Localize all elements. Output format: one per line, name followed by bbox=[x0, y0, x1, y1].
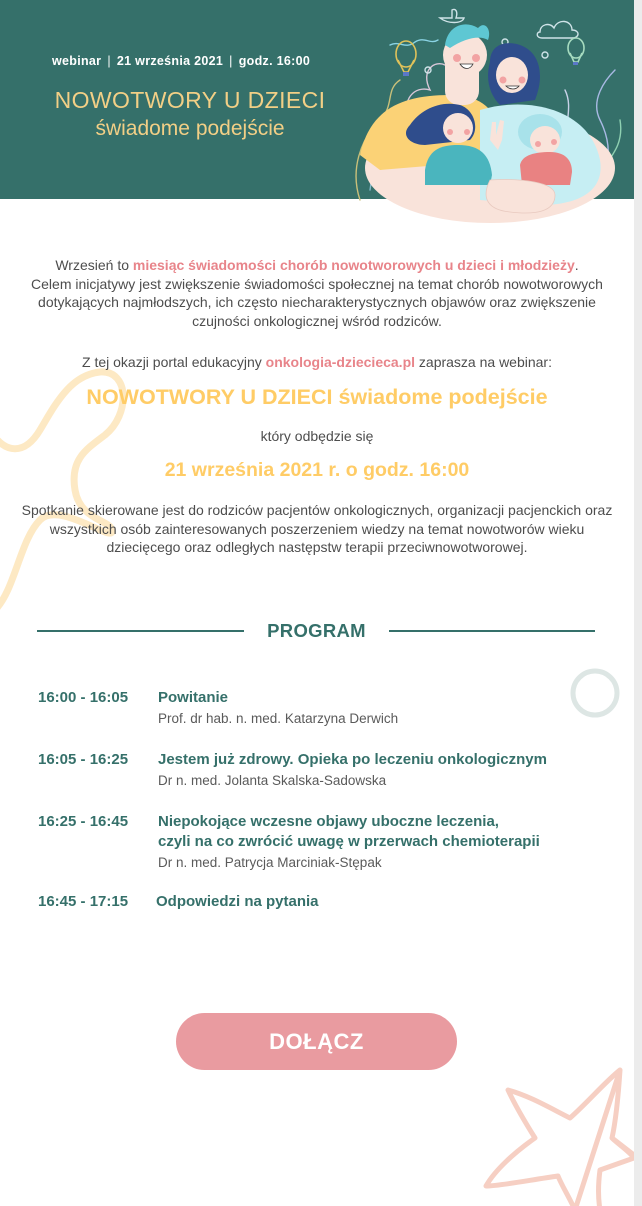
bird-outline bbox=[440, 9, 464, 22]
program-time: 16:05 - 16:25 bbox=[38, 751, 129, 768]
event-will-be: który odbędzie się bbox=[260, 428, 374, 444]
program-title: Odpowiedzi na pytania bbox=[156, 893, 319, 910]
program-title bbox=[158, 812, 608, 852]
program-title: Powitanie bbox=[158, 689, 229, 706]
program-title-line: Niepokojące wczesne objawy uboczne leczenia, bbox=[158, 813, 499, 830]
program-speaker: Dr n. med. Patrycja Marciniak-Stępak bbox=[158, 855, 382, 870]
squiggle-line bbox=[390, 40, 438, 45]
program-speaker: Prof. dr hab. n. med. Katarzyna Derwich bbox=[158, 711, 399, 726]
balloon-icon bbox=[396, 41, 416, 76]
divider-line bbox=[37, 630, 244, 632]
meta-date: 21 września 2021 bbox=[116, 54, 224, 68]
divider-line bbox=[389, 630, 595, 632]
program-heading bbox=[37, 618, 597, 646]
program-time: 16:25 - 16:45 bbox=[38, 813, 129, 830]
meta-separator: | bbox=[229, 54, 233, 68]
intro-lead-end: . bbox=[574, 257, 579, 273]
meta-separator: | bbox=[107, 54, 111, 68]
program-speaker: Dr n. med. Jolanta Skalska-Sadowska bbox=[158, 773, 387, 788]
intro-body: Celem inicjatywy jest zwiększenie świadomości społecznej na temat chorób nowotworowych dotykających najmłodszych, ich często niecharakterystycznych objawów oraz zwiększenie czujności onkologicznej wśród rodziców. bbox=[31, 275, 603, 329]
intro-lead: Wrzesień to bbox=[55, 257, 133, 273]
balloon-icon bbox=[568, 38, 584, 65]
invite-after: zaprasza na webinar: bbox=[415, 354, 552, 370]
intro-highlight: miesiąc świadomości chorób nowotworowych u dzieci i młodzieży bbox=[132, 257, 575, 273]
event-datetime: 21 września 2021 r. o godz. 16:00 bbox=[164, 459, 470, 481]
program-title-line: czyli na co zwrócić uwagę w przerwach chemioterapii bbox=[158, 833, 540, 850]
event-title-strong: NOWOTWORY U DZIECI bbox=[86, 385, 333, 409]
join-button[interactable]: DOŁĄCZ bbox=[176, 1013, 457, 1070]
event-audience: Spotkanie skierowane jest do rodziców pacjentów onkologicznych, organizacji pacjenckich oraz wszystkich osób zainteresowanych poszerzeniem wiedzy na temat nowotworów wieku dziecięcego oraz odległych następstw terapii przeciwnowotworowej. bbox=[21, 502, 613, 555]
program-title: Jestem już zdrowy. Opieka po leczeniu onkologicznym bbox=[158, 751, 547, 768]
header-subtitle: świadome podejście bbox=[95, 117, 285, 140]
portal-link[interactable]: onkologia-dziecieca.pl bbox=[265, 354, 416, 370]
star-outline-decoration bbox=[470, 1060, 634, 1206]
program-time: 16:00 - 16:05 bbox=[38, 689, 129, 706]
invite-before: Z tej okazji portal edukacyjny bbox=[82, 354, 266, 370]
event-title-soft: świadome podejście bbox=[338, 385, 548, 409]
intro-paragraph bbox=[20, 256, 614, 330]
girl-face bbox=[443, 113, 473, 143]
event-title bbox=[10, 383, 624, 411]
toddler-shirt bbox=[520, 152, 572, 185]
cloud-outline bbox=[537, 21, 578, 38]
program-time: 16:45 - 17:15 bbox=[38, 893, 129, 910]
scrollbar[interactable] bbox=[634, 0, 642, 1206]
header-meta bbox=[52, 54, 310, 68]
header-title: NOWOTWORY U DZIECI bbox=[54, 87, 326, 113]
hugging-hand bbox=[486, 180, 555, 214]
meta-time: godz. 16:00 bbox=[238, 54, 311, 68]
program-heading-label: PROGRAM bbox=[267, 620, 366, 641]
family-hug-illustration bbox=[340, 0, 634, 225]
meta-type: webinar bbox=[52, 54, 102, 68]
invite-line bbox=[20, 353, 614, 371]
